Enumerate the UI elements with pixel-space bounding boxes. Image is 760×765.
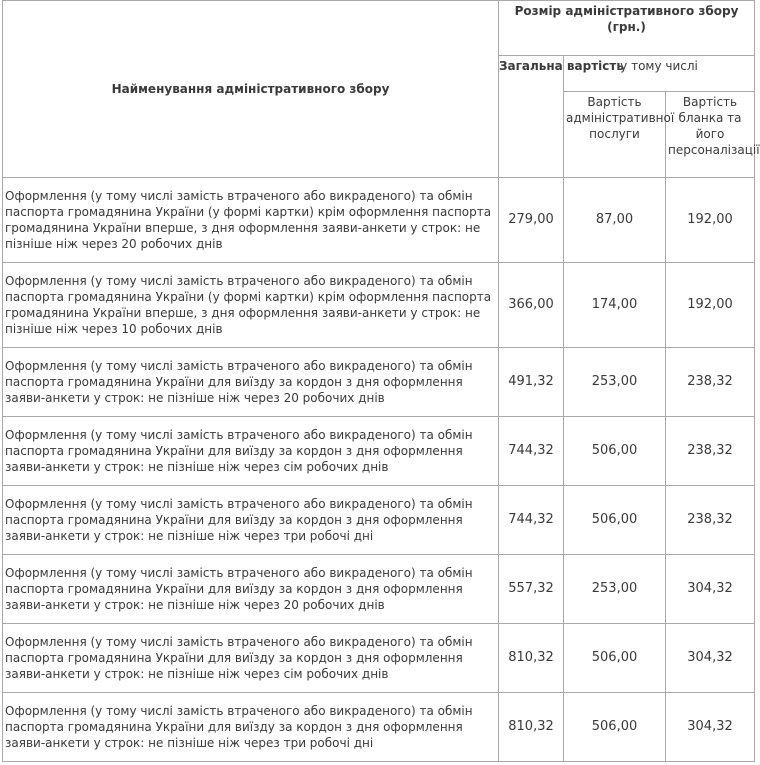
table-row (3, 178, 755, 263)
table-row (3, 486, 755, 555)
total-cost-cell: 744,32 (499, 486, 564, 555)
fee-name-cell: Оформлення (у тому числі замість втраченого або викраденого) та обмін паспорта громадянина України (у формі картки) крім оформлення паспорта громадянина України вперше, з дня оформлення заяви-анкети у строк: не пізніше ніж через 10 робочих днів (3, 263, 499, 348)
header-blank-cost: Вартість бланка та його персоналізації (666, 92, 755, 178)
header-total-cost: Загальна вартість (499, 56, 564, 178)
total-cost-cell: 279,00 (499, 178, 564, 263)
blank-cost-cell: 304,32 (666, 693, 755, 762)
fee-name-cell: Оформлення (у тому числі замість втраченого або викраденого) та обмін паспорта громадянина України для виїзду за кордон з дня оформлення заяви-анкети у строк: не пізніше ніж через три робочі дні (3, 486, 499, 555)
total-cost-cell: 557,32 (499, 555, 564, 624)
header-fee-size: Розмір адміністративного збору (грн.) (499, 1, 755, 56)
service-cost-cell: 506,00 (564, 486, 666, 555)
fee-name-cell: Оформлення (у тому числі замість втраченого або викраденого) та обмін паспорта громадянина України (у формі картки) крім оформлення паспорта громадянина України вперше, з дня оформлення заяви-анкети у строк: не пізніше ніж через 20 робочих днів (3, 178, 499, 263)
blank-cost-cell: 192,00 (666, 263, 755, 348)
fees-table (2, 0, 760, 762)
blank-cost-cell: 238,32 (666, 486, 755, 555)
service-cost-cell: 253,00 (564, 348, 666, 417)
fee-name-cell: Оформлення (у тому числі замість втраченого або викраденого) та обмін паспорта громадянина України для виїзду за кордон з дня оформлення заяви-анкети у строк: не пізніше ніж через сім робочих днів (3, 624, 499, 693)
service-cost-cell: 174,00 (564, 263, 666, 348)
total-cost-cell: 810,32 (499, 693, 564, 762)
header-service-cost: Вартість адміністративної послуги (564, 92, 666, 178)
table-row (3, 417, 755, 486)
table-row (3, 348, 755, 417)
header-including: у тому числі (564, 56, 755, 92)
total-cost-cell: 491,32 (499, 348, 564, 417)
fee-name-cell: Оформлення (у тому числі замість втраченого або викраденого) та обмін паспорта громадянина України для виїзду за кордон з дня оформлення заяви-анкети у строк: не пізніше ніж через сім робочих днів (3, 417, 499, 486)
table-row (3, 263, 755, 348)
blank-cost-cell: 304,32 (666, 555, 755, 624)
table-row (3, 693, 755, 762)
service-cost-cell: 253,00 (564, 555, 666, 624)
total-cost-cell: 744,32 (499, 417, 564, 486)
total-cost-cell: 366,00 (499, 263, 564, 348)
blank-cost-cell: 304,32 (666, 624, 755, 693)
service-cost-cell: 506,00 (564, 624, 666, 693)
fee-name-cell: Оформлення (у тому числі замість втраченого або викраденого) та обмін паспорта громадянина України для виїзду за кордон з дня оформлення заяви-анкети у строк: не пізніше ніж через 20 робочих днів (3, 348, 499, 417)
table-row (3, 555, 755, 624)
service-cost-cell: 506,00 (564, 417, 666, 486)
service-cost-cell: 87,00 (564, 178, 666, 263)
fee-name-cell: Оформлення (у тому числі замість втраченого або викраденого) та обмін паспорта громадянина України для виїзду за кордон з дня оформлення заяви-анкети у строк: не пізніше ніж через три робочі дні (3, 693, 499, 762)
blank-cost-cell: 192,00 (666, 178, 755, 263)
blank-cost-cell: 238,32 (666, 348, 755, 417)
service-cost-cell: 506,00 (564, 693, 666, 762)
header-name: Найменування адміністративного збору (3, 1, 499, 178)
blank-cost-cell: 238,32 (666, 417, 755, 486)
fee-name-cell: Оформлення (у тому числі замість втраченого або викраденого) та обмін паспорта громадянина України для виїзду за кордон з дня оформлення заяви-анкети у строк: не пізніше ніж через 20 робочих днів (3, 555, 499, 624)
total-cost-cell: 810,32 (499, 624, 564, 693)
table-row (3, 624, 755, 693)
